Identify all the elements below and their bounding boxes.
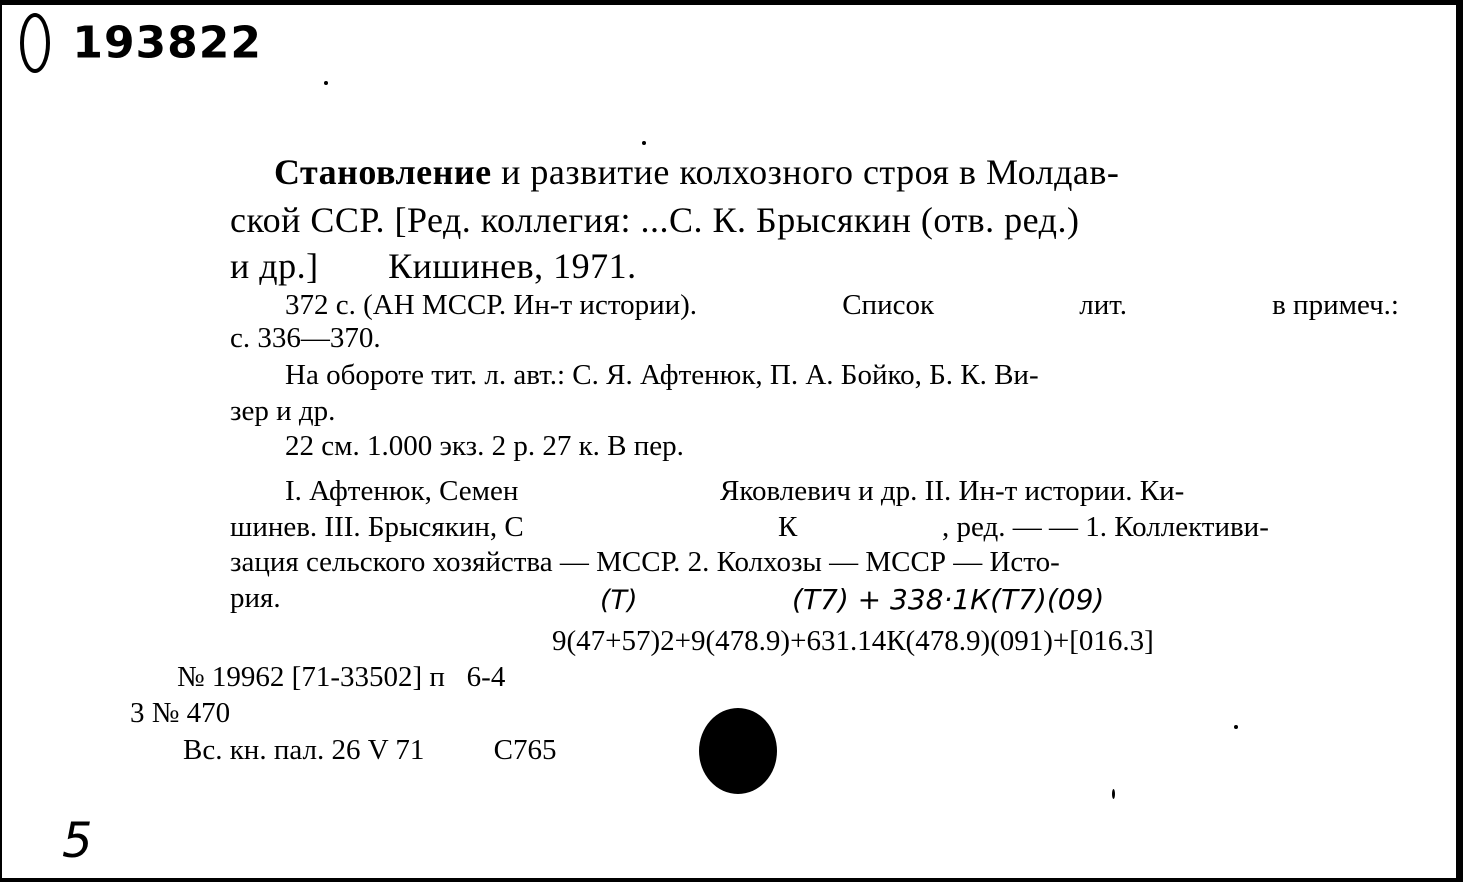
pages-list: Список — [842, 289, 935, 321]
authors-note-line-1: На обороте тит. л. авт.: С. Я. Афтенюк, П. А. Бойко, Б. К. Ви- — [285, 359, 1039, 391]
tracings-line-3: зация сельского хозяйства — МССР. 2. Колхозы — МССР — Исто- — [230, 546, 1060, 578]
pages-lit: лит. — [1079, 289, 1127, 321]
title-line-2: ской ССР. [Ред. коллегия: ...С. К. Брысякин (отв. ред.) — [230, 200, 1080, 240]
pages-line-2: с. 336—370. — [230, 322, 381, 354]
title-line-3 — [230, 245, 637, 287]
title-line-1-rest: и развитие колхозного строя в Молдав- — [501, 152, 1120, 192]
speck-dot — [1112, 789, 1115, 799]
pages-series: 372 с. (АН МССР. Ин-т истории). — [285, 289, 698, 321]
footer-copy-number: 3 № 470 — [130, 697, 231, 729]
speck-dot — [642, 141, 646, 145]
stamp — [20, 13, 262, 73]
tracings-line-4: рия. — [230, 582, 281, 614]
stamp-number: 193822 — [72, 17, 263, 69]
authors-note-line-2: зер и др. — [230, 395, 336, 427]
physical-description: 22 см. 1.000 экз. 2 р. 27 к. В пер. — [285, 430, 684, 462]
tracing-editor-initial: К — [778, 511, 798, 543]
classification-index: 9(47+57)2+9(478.9)+631.14К(478.9)(091)+[016.3] — [552, 625, 1154, 657]
footer-chamber-line — [183, 734, 556, 767]
tracing-author-rest: Яковлевич и др. II. Ин-т истории. Ки- — [720, 475, 1185, 507]
tracing-author: I. Афтенюк, Семен — [285, 475, 519, 507]
footer-chamber-date: Вс. кн. пал. 26 V 71 — [183, 734, 425, 766]
tracings-line-1 — [285, 475, 1399, 508]
footer-order-number: № 19962 [71-33502] п 6-4 — [177, 661, 506, 693]
ink-blot — [699, 708, 777, 794]
margin-digit: 5 — [62, 813, 93, 869]
tracing-editor-rest: , ред. — — 1. Коллективи- — [942, 511, 1269, 543]
title-heading: Становление — [274, 152, 492, 192]
handwritten-index-right: (Т7) + 338·1К(Т7)(09) — [792, 583, 1105, 616]
speck-dot — [324, 81, 328, 85]
title-editors-end: и др.] — [230, 246, 319, 286]
stamp-circle-icon — [20, 13, 50, 73]
speck-dot — [1234, 725, 1238, 729]
tracing-editor: шинев. III. Брысякин, С — [230, 511, 524, 543]
footer-card-code: С765 — [493, 734, 557, 766]
pages-line-1 — [285, 289, 1399, 322]
title-imprint: Кишинев, 1971. — [388, 246, 637, 286]
tracings-line-2 — [230, 511, 1399, 544]
pages-note: в примеч.: — [1272, 289, 1399, 321]
handwritten-index-left: (Т) — [600, 585, 638, 616]
title-line-1 — [274, 151, 1396, 193]
